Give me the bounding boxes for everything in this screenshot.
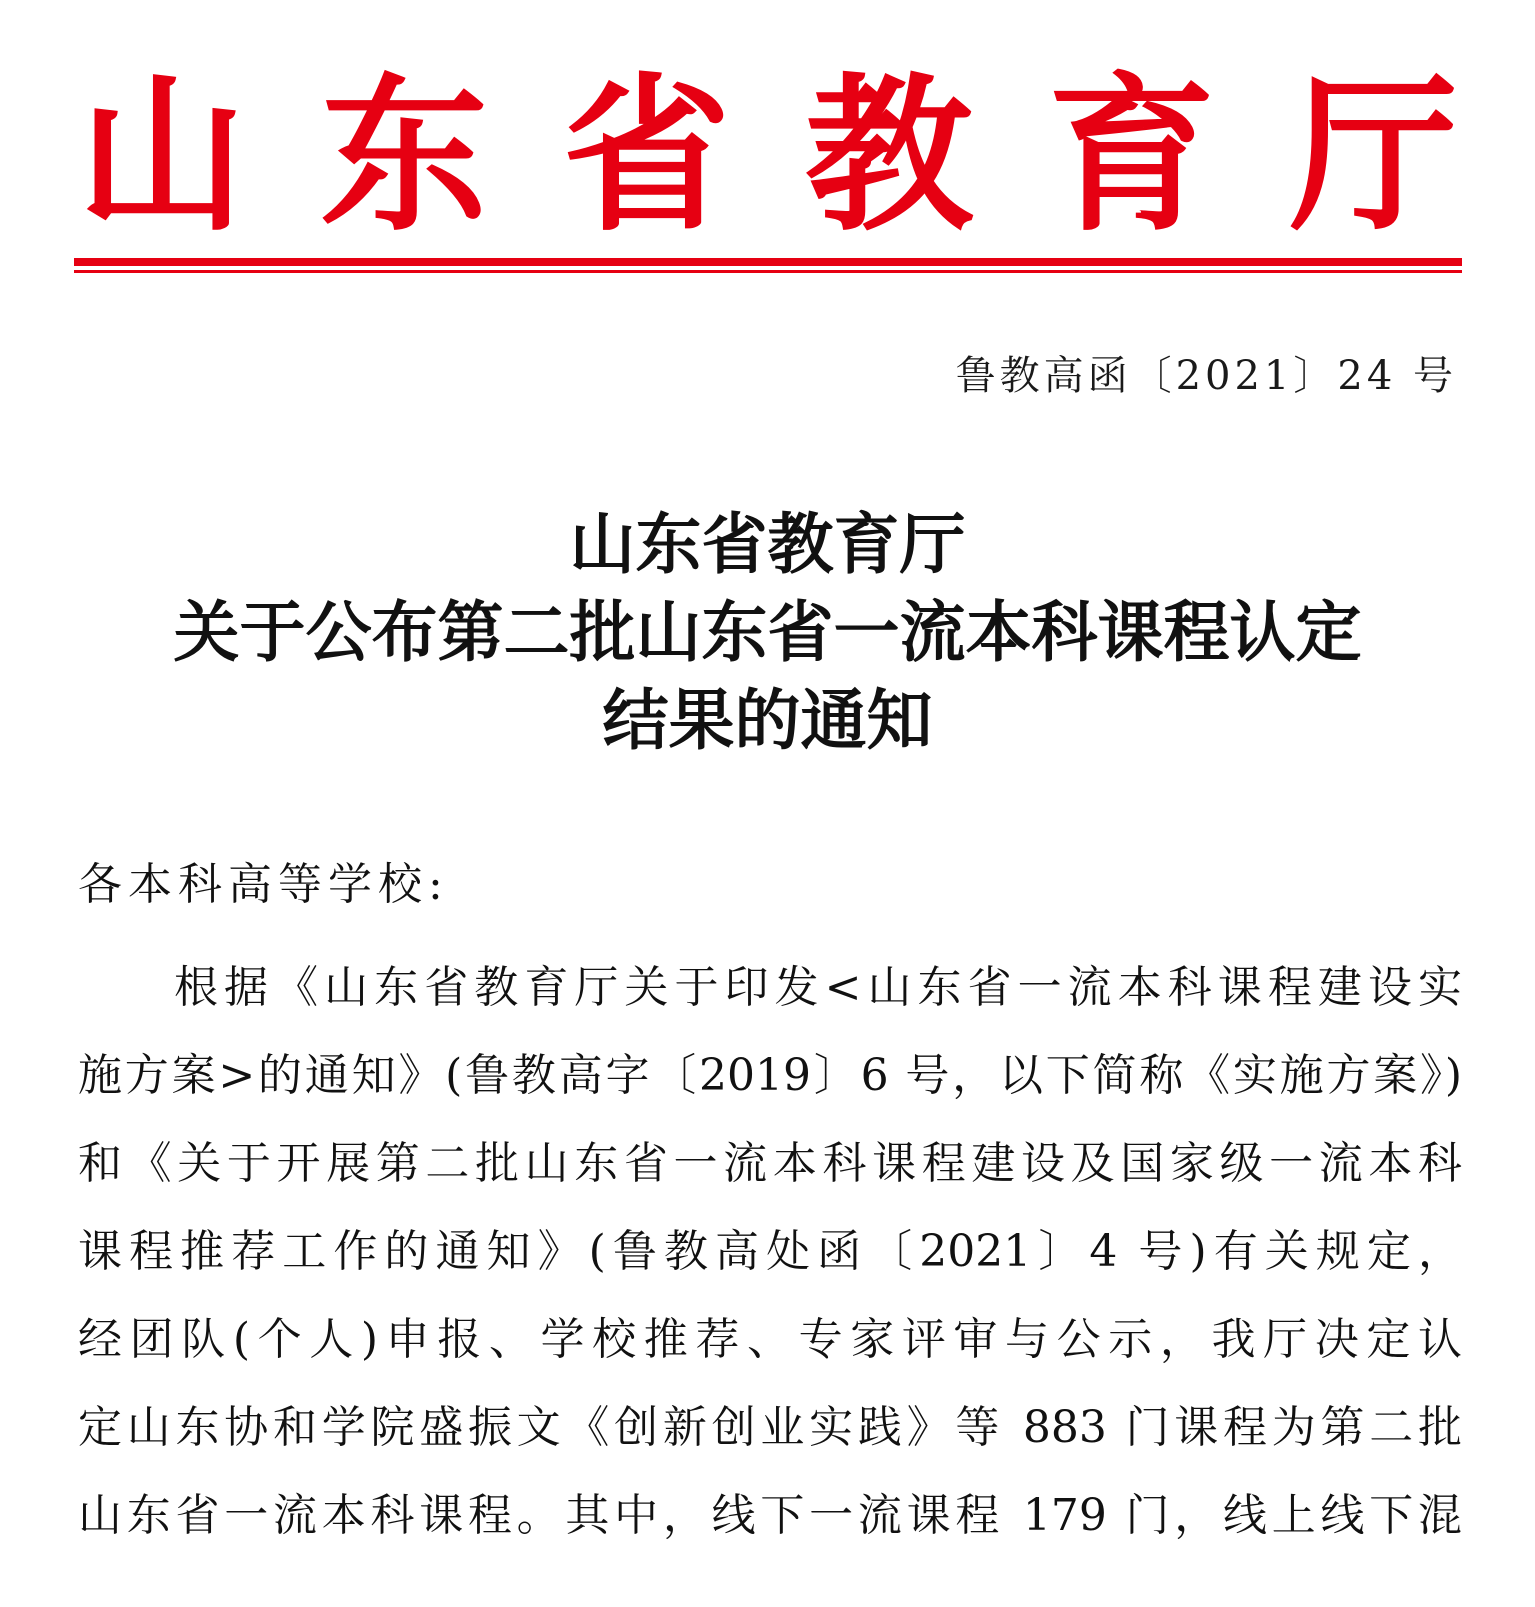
masthead-char: 教 — [805, 56, 974, 254]
masthead-divider-thick — [74, 258, 1462, 266]
body-line: 和《关于开展第二批山东省一流本科课程建设及国家级一流本科 — [78, 1138, 1462, 1189]
masthead-char: 山 — [78, 56, 246, 254]
body-text — [78, 944, 1462, 1560]
masthead-char: 东 — [320, 56, 489, 254]
body-line: 山东省一流本科课程。其中，线下一流课程 179 门，线上线下混 — [78, 1490, 1462, 1541]
body-line: 施方案>的通知》(鲁教高字〔2019〕6 号，以下简称《实施方案》) — [78, 1050, 1462, 1101]
body-line: 经团队(个人)申报、学校推荐、专家评审与公示，我厅决定认 — [78, 1314, 1462, 1365]
salutation: 各本科高等学校: — [78, 859, 449, 910]
masthead — [78, 56, 1458, 254]
masthead-char: 省 — [562, 56, 731, 254]
masthead-divider-thin — [74, 270, 1462, 273]
title-line: 结果的通知 — [602, 681, 933, 759]
document-number: 鲁教高函〔2021〕24 号 — [955, 353, 1457, 399]
body-line: 根据《山东省教育厅关于印发<山东省一流本科课程建设实 — [174, 962, 1462, 1013]
title-line: 关于公布第二批山东省一流本科课程认定 — [173, 593, 1362, 671]
title-line: 山东省教育厅 — [569, 505, 966, 583]
masthead-char: 厅 — [1289, 56, 1458, 254]
body-line: 课程推荐工作的通知》(鲁教高处函〔2021〕4 号)有关规定， — [78, 1226, 1462, 1277]
body-line: 定山东协和学院盛振文《创新创业实践》等 883 门课程为第二批 — [78, 1402, 1462, 1453]
document-title — [0, 500, 1535, 764]
masthead-char: 育 — [1047, 56, 1216, 254]
